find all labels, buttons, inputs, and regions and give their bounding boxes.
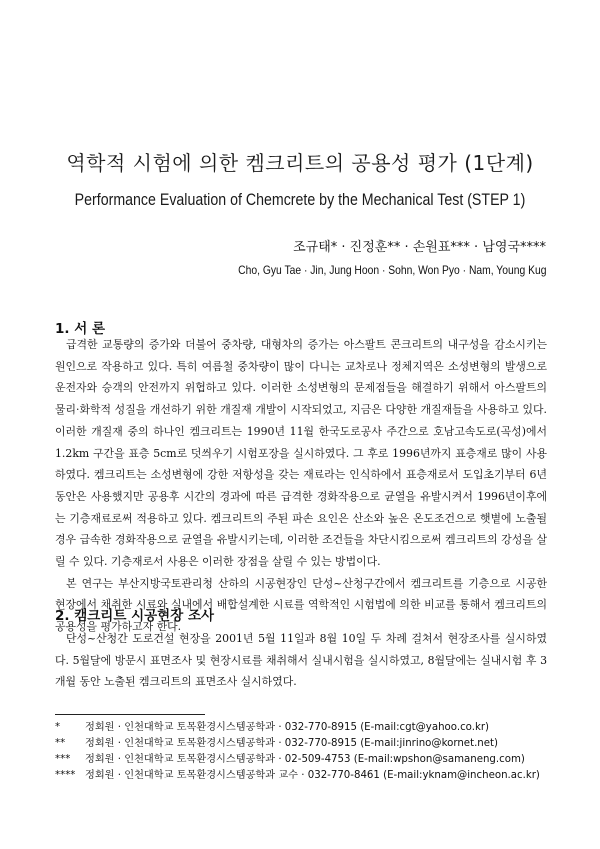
footnote (55, 720, 555, 736)
section-introduction-body (55, 334, 547, 638)
intro-paragraph-1: 급격한 교통량의 증가와 더불어 중차량, 대형차의 증가는 아스팔트 콘크리트의 내구성을 감소시키는 원인으로 작용하고 있다. 특히 여름철 중차량이 많이 다니는 교차로나 정체지역은 소성변형의 발생으로 운전자와 승객의 안전까지 위협하고 있다. 이러한 소성변형의 문제점들을 해결하기 위해서 아스팔트의 물리·화학적 성질을 개선하기 위한 개질재 개발이 시작되었고, 지금은 다양한 개질재들을 사용하고 있다. 이러한 개질재 중의 하나인 켐크리트는 1990년 11월 한국도로공사 주간으로 호남고속도로(곡성)에서 1.2km 구간을 표층 5cm로 덧씌우기 시험포장을 실시하였다. 그 후로 1996년까지 표층재로 많이 사용하였다. 켐크리트는 소성변형에 강한 저항성을 갖는 재료라는 인식하에서 표층재로서 도입초기부터 6년동안은 사용했지만 공용후 시간의 경과에 따른 급격한 경화작용으로 균열을 유발시켜서 1996년이후에는 기층재료로써 적용하고 있다. 켐크리트의 주된 파손 요인은 산소와 높은 온도조건으로 햇볕에 노출될 경우 급속한 경화작용으로 균열을 유발시키는데, 이러한 조건들을 차단시킴으로써 켐크리트의 강성을 살릴 수 있다. 기층재로서 사용은 이러한 장점을 살릴 수 있는 방법이다. (55, 338, 547, 569)
footnote (55, 768, 555, 784)
footnote-mark: ** (55, 738, 66, 749)
footnote-mark: **** (55, 770, 76, 781)
footnote (55, 736, 555, 752)
survey-paragraph-1: 단성~산청간 도로건설 현장을 2001년 5월 11일과 8월 10일 두 차례 걸쳐서 현장조사를 실시하였다. 5월달에 방문시 표면조사 및 현장시료를 채취해서 실내시험을 실시하였고, 8월달에는 실내시험 후 3개월 동안 노출된 켐크리트의 표면조사 실시하였다. (55, 632, 547, 689)
intro-paragraph-2: 본 연구는 부산지방국토관리청 산하의 시공현장인 단성~산청구간에서 켐크리트를 기층으로 시공한 현장에서 채취한 시료와 실내에서 배합설계한 시료를 역학적인 시험법에 의한 비교를 통해서 켐크리트의 공용성을 평가하고자 한다. (55, 576, 547, 634)
footnote (55, 752, 555, 768)
section-heading-site-survey: 2. 캠크리트 시공현장 조사 (55, 608, 215, 624)
footnote-text: 정회원 · 인천대학교 토목환경시스템공학과 · 02-509-4753 (E-mail:wpshon@samaneng.com) (85, 754, 525, 765)
author-list: 조규태* · 진정훈** · 손원표*** · 남영국**** (293, 240, 546, 255)
section-heading-introduction: 1. 서 론 (55, 321, 106, 337)
footnote-text: 정회원 · 인천대학교 토목환경시스템공학과 · 032-770-8915 (E-mail:jinrino@kornet.net) (85, 738, 499, 749)
footnote-text: 정회원 · 인천대학교 토목환경시스템공학과 · 032-770-8915 (E-mail:cgt@yahoo.co.kr) (85, 722, 490, 733)
footnote-mark: *** (55, 754, 71, 765)
footnote-text: 정회원 · 인천대학교 토목환경시스템공학과 교수 · 032-770-8461 (E-mail:yknam@incheon.ac.kr) (85, 770, 540, 781)
footnote-divider (55, 714, 205, 715)
paper-subtitle-english: Performance Evaluation of Chemcrete by the Mechanical Test (STEP 1) (74, 191, 526, 209)
author-list-english: Cho, Gyu Tae · Jin, Jung Hoon · Sohn, Won Pyo · Nam, Young Kug (237, 263, 546, 277)
paper-title: 역학적 시험에 의한 켐크리트의 공용성 평가 (1단계) (66, 151, 534, 175)
footnote-mark: * (55, 722, 61, 733)
footnotes (55, 720, 555, 784)
section-site-survey-body (55, 628, 547, 693)
